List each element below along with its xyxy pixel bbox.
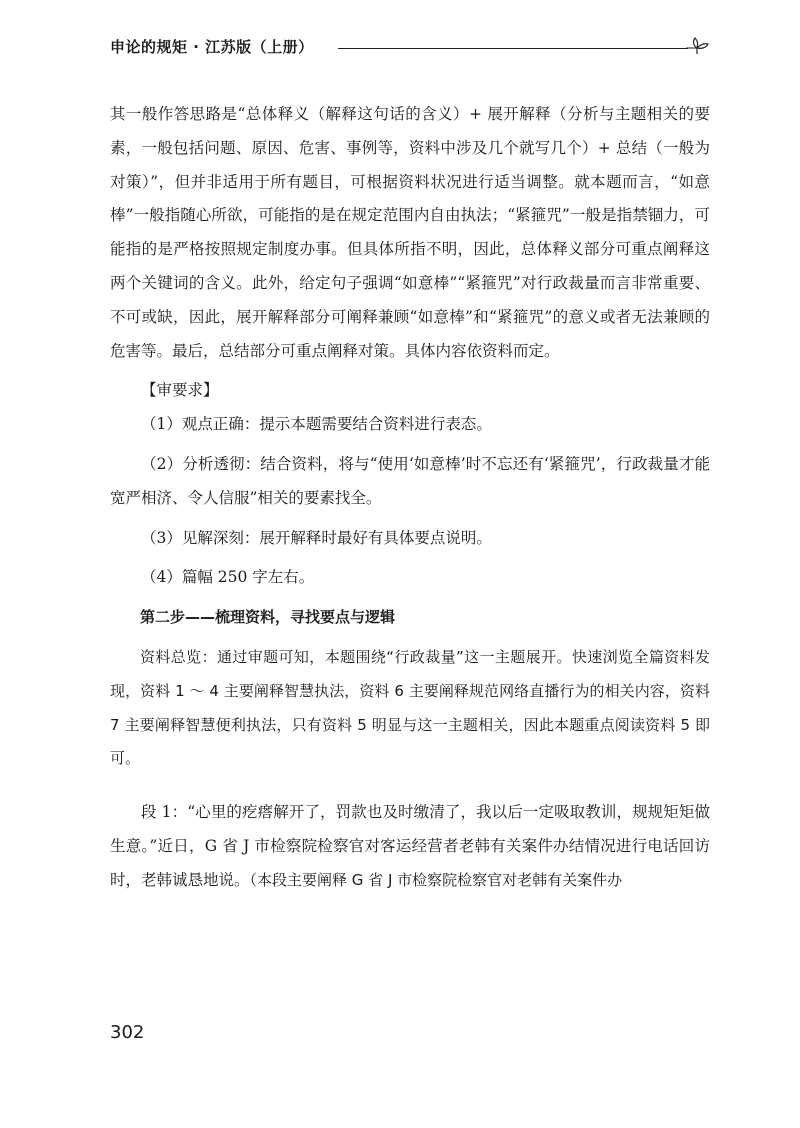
- segment-note: （本段主要阐释 G 省 J 市检察院检察官对老韩有关案件办: [249, 870, 623, 889]
- material-overview: 资料总览：通过审题可知，本题围绕“行政裁量”这一主题展开。快速浏览全篇资料发现，资料 1 ～ 4 主要阐释智慧执法，资料 6 主要阐释规范网络直播行为的相关内容，资料 7 主要阐释智慧便利执法，只有资料 5 明显与这一主题相关，因此本题重点阅读资料 5 即可。: [110, 647, 710, 768]
- segment-paragraph: [110, 796, 710, 897]
- page-body: [110, 98, 710, 898]
- segment-quote: “心里的疙瘩解开了，罚款也及时缴清了，我以后一定吸取教训，规规矩矩做生意。”近日，G 省 J 市检察院检察官对客运经营者老韩有关案件办结情况进行电话回访时，老韩诚恳地说。: [110, 803, 710, 889]
- header-rule: [338, 48, 688, 49]
- requirement-item: （1）观点正确：提示本题需要结合资料进行表态。: [141, 415, 492, 434]
- requirements-heading: 【审要求】: [141, 381, 219, 400]
- requirement-item: （4）篇幅 250 字左右。: [141, 568, 315, 587]
- requirement-item: （3）见解深刻：展开解释时最好有具体要点说明。: [141, 528, 492, 547]
- sprout-icon: [684, 34, 710, 56]
- requirement-item: （2）分析透彻：结合资料，将与“使用‘如意棒’时不忘还有‘紧箍咒’，行政裁量才能宽严相济、令人信服”相关的要素找全。: [110, 454, 710, 507]
- step-heading: 第二步——梳理资料，寻找要点与逻辑: [140, 608, 396, 627]
- page-number: 302: [110, 1022, 145, 1043]
- analysis-paragraph: 其一般作答思路是“总体释义（解释这句话的含义）+ 展开解释（分析与主题相关的要素，一般包括问题、原因、危害、事例等，资料中涉及几个就写几个）+ 总结（一般为对策）”，但并非适用于所有题目，可根据资料状况进行适当调整。就本题而言，“如意棒”一般指随心所欲，可能指的是在规定范围内自由执法；“紧箍咒”一般是指禁锢力，可能指的是严格按照规定制度办事。但具体所指不明，因此，总体释义部分可重点阐释这两个关键词的含义。此外，给定句子强调“如意棒”“紧箍咒”对行政裁量而言非常重要、不可或缺，因此，展开解释部分可阐释兼顾“如意棒”和“紧箍咒”的意义或者无法兼顾的危害等。最后，总结部分可重点阐释对策。具体内容依资料而定。: [110, 105, 710, 360]
- segment-label: 段 1：: [141, 803, 188, 822]
- running-header: [110, 34, 710, 64]
- book-title: 申论的规矩 · 江苏版（上册）: [110, 38, 314, 56]
